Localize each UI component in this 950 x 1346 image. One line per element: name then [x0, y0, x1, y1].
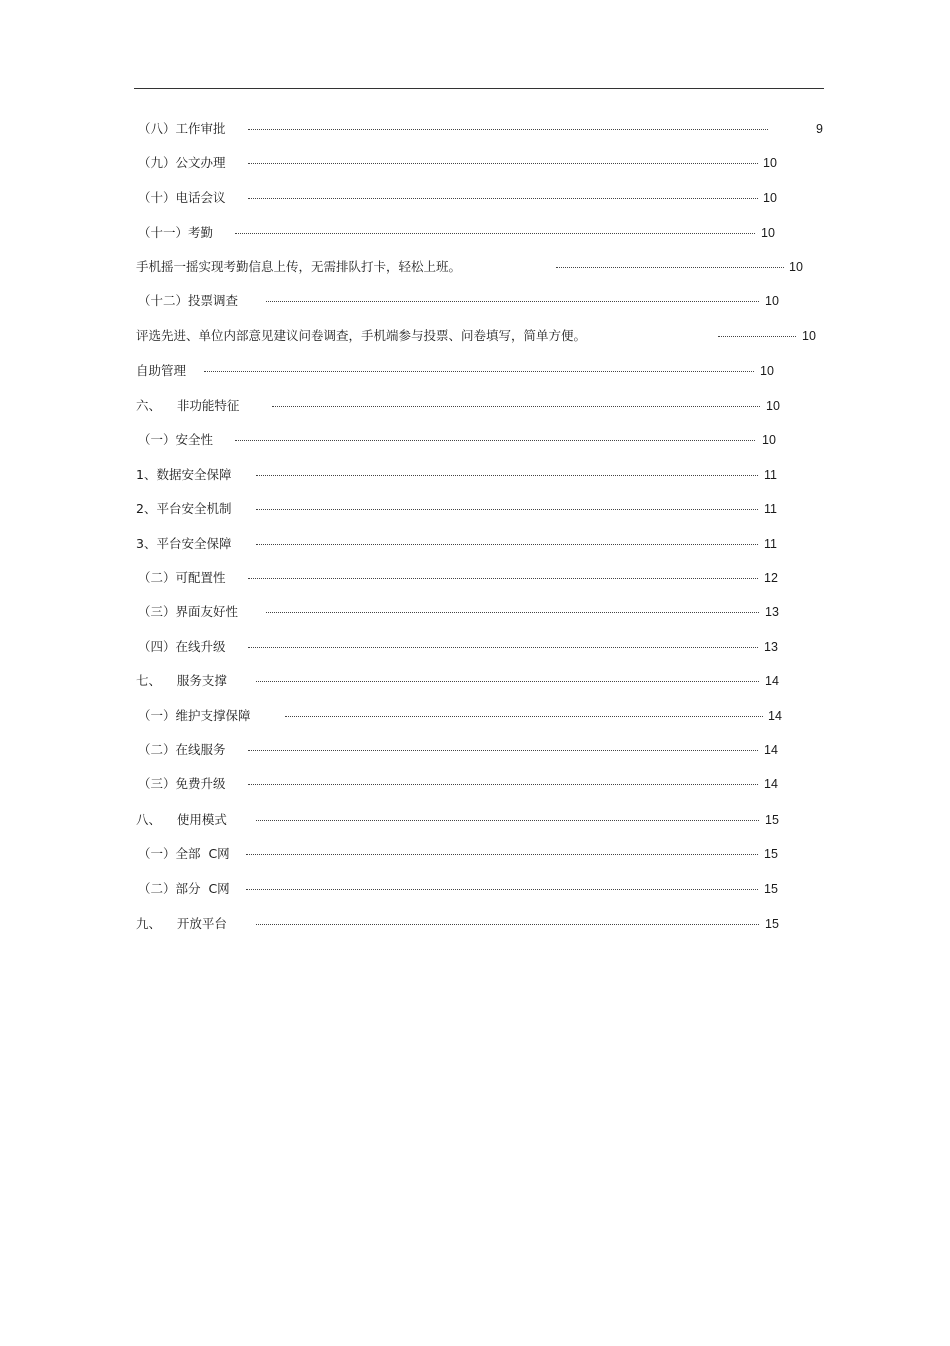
toc-entry[interactable] — [136, 673, 786, 689]
toc-leader-dots — [248, 578, 758, 579]
toc-leader-dots — [256, 509, 758, 510]
toc-entry-label: 八、 使用模式 — [136, 812, 227, 827]
toc-entry-label: 六、 非功能特征 — [136, 398, 240, 413]
toc-entry-label: 七、 服务支撑 — [136, 673, 227, 688]
toc-entry-page: 10 — [763, 156, 777, 170]
toc-entry[interactable] — [138, 432, 788, 448]
toc-entry-page: 11 — [764, 537, 777, 551]
toc-entry[interactable] — [138, 293, 788, 309]
toc-leader-dots — [256, 681, 759, 682]
toc-leader-dots — [266, 612, 759, 613]
toc-entry-label: （十一）考勤 — [138, 225, 214, 240]
toc-entry[interactable] — [138, 604, 788, 620]
toc-entry[interactable] — [138, 190, 788, 206]
toc-entry-label: （十）电话会议 — [138, 190, 226, 205]
toc-leader-dots — [256, 544, 758, 545]
toc-entry-page: 10 — [762, 433, 776, 447]
toc-entry-label: 2、平台安全机制 — [136, 501, 232, 516]
toc-entry[interactable] — [138, 570, 788, 586]
toc-entry-label: （二）部分 C网 — [138, 881, 230, 896]
toc-entry[interactable] — [136, 812, 786, 828]
toc-entry[interactable] — [136, 501, 786, 517]
toc-entry-label: （三）界面友好性 — [138, 604, 239, 619]
toc-entry[interactable] — [138, 708, 788, 724]
toc-leader-dots — [556, 267, 784, 268]
toc-leader-dots — [235, 233, 755, 234]
toc-entry-label: 自助管理 — [136, 363, 187, 378]
toc-entry[interactable] — [136, 259, 816, 275]
toc-entry-page: 11 — [764, 502, 777, 516]
toc-entry-page: 15 — [764, 882, 778, 896]
toc-entry-page: 10 — [765, 294, 779, 308]
toc-leader-dots — [248, 647, 758, 648]
toc-leader-dots — [204, 371, 754, 372]
toc-entry-page: 10 — [789, 260, 803, 274]
toc-entry-label: （八）工作审批 — [138, 121, 226, 136]
toc-entry-page: 10 — [761, 226, 775, 240]
toc-entry-page: 15 — [765, 813, 779, 827]
toc-entry-page: 10 — [763, 191, 777, 205]
toc-entry-label: 手机摇一摇实现考勤信息上传，无需排队打卡，轻松上班。 — [136, 259, 462, 274]
toc-leader-dots — [246, 854, 758, 855]
toc-leader-dots — [256, 820, 759, 821]
toc-entry-label: 3、平台安全保障 — [136, 536, 232, 551]
toc-entry[interactable] — [136, 536, 786, 552]
toc-entry-page: 14 — [768, 709, 782, 723]
toc-entry-page: 10 — [802, 329, 816, 343]
toc-leader-dots — [248, 198, 758, 199]
toc-leader-dots — [248, 750, 758, 751]
toc-entry-page: 15 — [765, 917, 779, 931]
toc-entry-label: （九）公文办理 — [138, 155, 226, 170]
toc-entry-label: （一）维护支撑保障 — [138, 708, 251, 723]
toc-leader-dots — [248, 784, 758, 785]
toc-entry[interactable] — [136, 916, 786, 932]
toc-entry[interactable] — [138, 776, 788, 792]
toc-leader-dots — [235, 440, 755, 441]
toc-entry-page: 12 — [764, 571, 778, 585]
toc-leader-dots — [272, 406, 760, 407]
toc-entry-page: 14 — [764, 777, 778, 791]
toc-entry-label: （三）免费升级 — [138, 776, 226, 791]
toc-entry[interactable] — [138, 846, 788, 862]
toc-entry-page: 15 — [764, 847, 778, 861]
toc-entry-page: 9 — [816, 122, 823, 136]
toc-entry-page: 13 — [765, 605, 779, 619]
toc-leader-dots — [246, 889, 758, 890]
toc-entry[interactable] — [138, 155, 788, 171]
toc-entry-page: 10 — [760, 364, 774, 378]
toc-leader-dots — [248, 163, 758, 164]
toc-entry-label: （一）全部 C网 — [138, 846, 230, 861]
toc-entry-label: 九、 开放平台 — [136, 916, 227, 931]
toc-leader-dots — [256, 475, 758, 476]
toc-entry-page: 10 — [766, 399, 780, 413]
toc-entry[interactable] — [138, 742, 788, 758]
toc-leader-dots — [248, 129, 768, 130]
toc-leader-dots — [256, 924, 759, 925]
toc-entry-label: 1、数据安全保障 — [136, 467, 232, 482]
toc-entry-page: 14 — [764, 743, 778, 757]
toc-entry[interactable] — [138, 121, 828, 137]
toc-entry[interactable] — [138, 881, 788, 897]
toc-entry-label: （二）可配置性 — [138, 570, 226, 585]
toc-entry-label: （四）在线升级 — [138, 639, 226, 654]
toc-entry[interactable] — [136, 398, 786, 414]
toc-entry-label: （二）在线服务 — [138, 742, 226, 757]
toc-entry-label: （十二）投票调查 — [138, 293, 239, 308]
toc-entry-label: 评选先进、单位内部意见建议问卷调查，手机端参与投票、问卷填写，简单方便。 — [136, 328, 587, 343]
toc-entry[interactable] — [138, 225, 788, 241]
toc-entry[interactable] — [136, 363, 786, 379]
toc-entry[interactable] — [138, 639, 788, 655]
toc-entry[interactable] — [136, 467, 786, 483]
toc-entry[interactable] — [136, 328, 826, 344]
toc-leader-dots — [266, 301, 759, 302]
toc-leader-dots — [718, 336, 796, 337]
toc-entry-page: 13 — [764, 640, 778, 654]
toc-leader-dots — [285, 716, 763, 717]
toc-entry-page: 14 — [765, 674, 779, 688]
toc-entry-page: 11 — [764, 468, 777, 482]
toc-entry-label: （一）安全性 — [138, 432, 214, 447]
